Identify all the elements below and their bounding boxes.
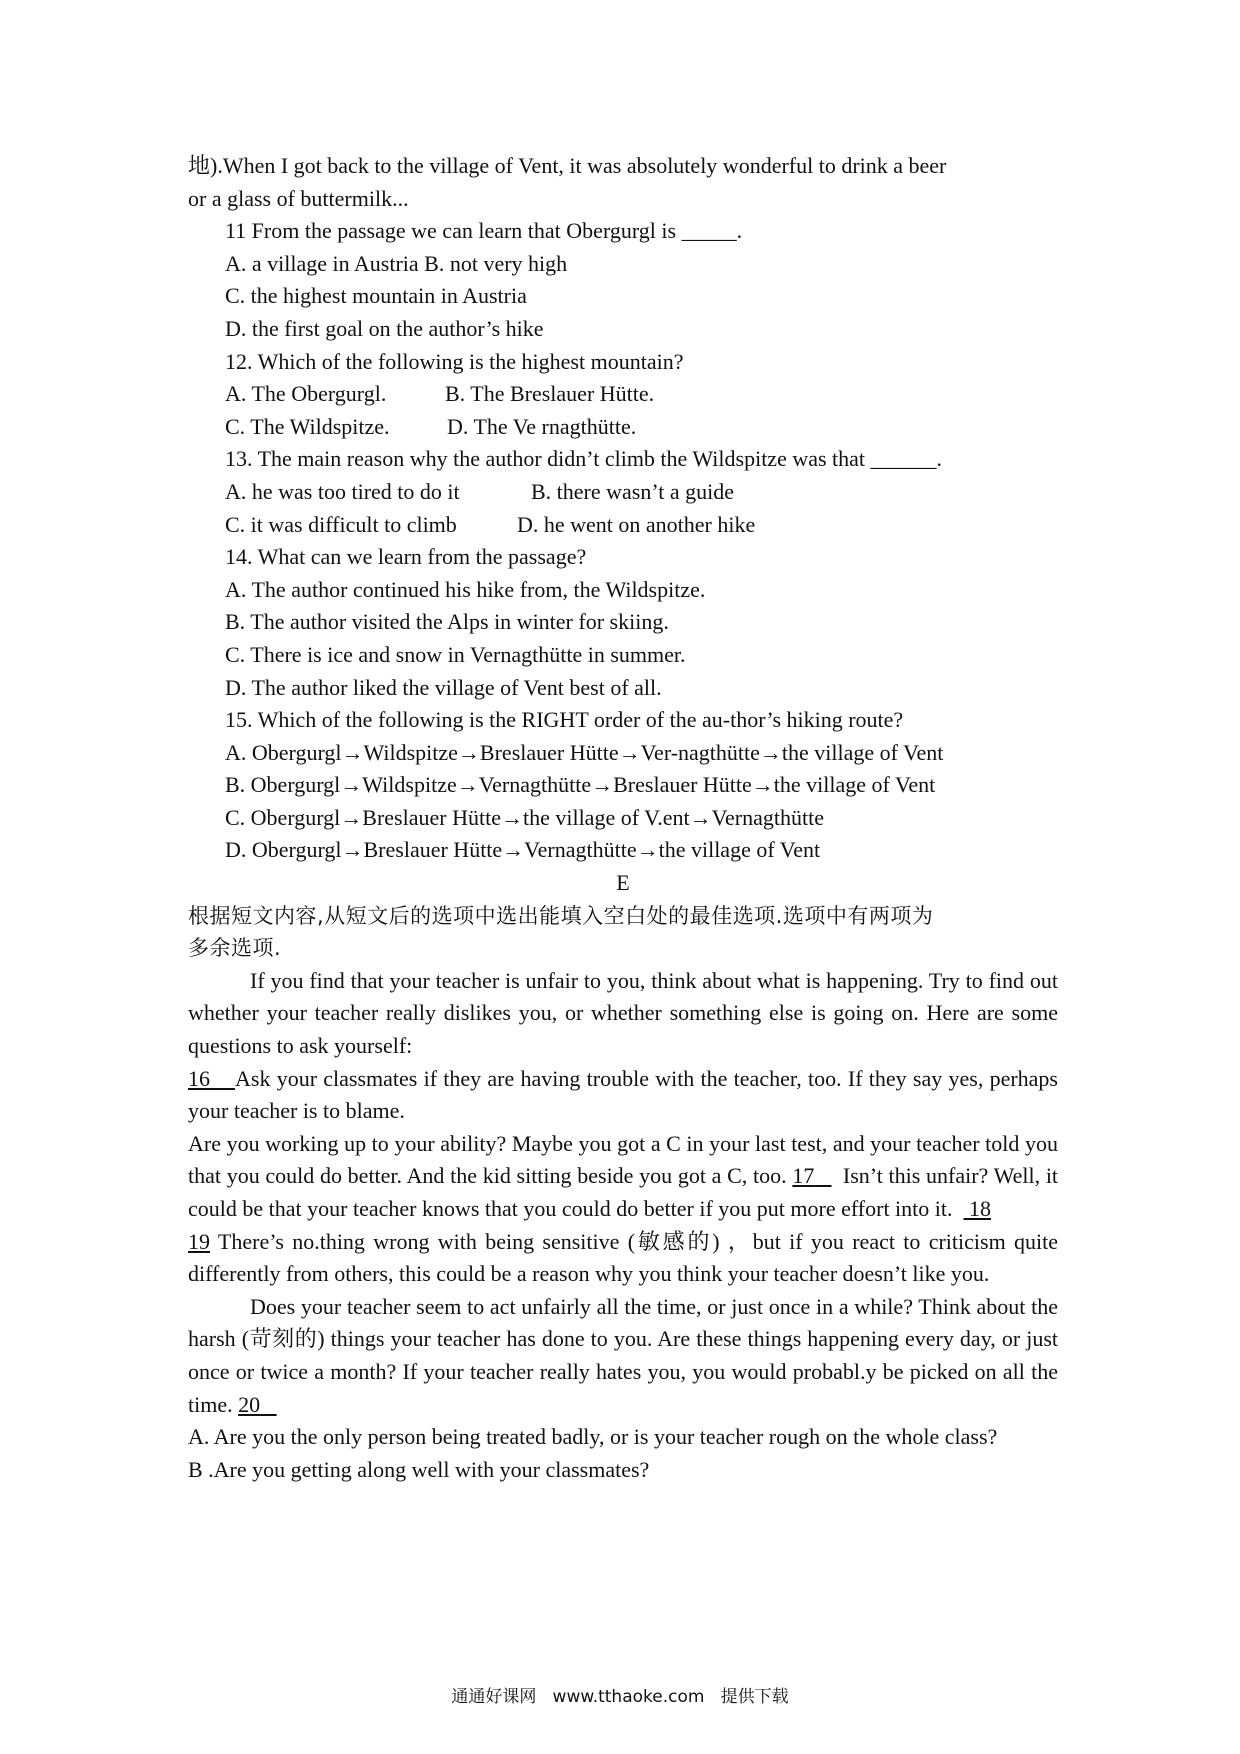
instruction-line-1: 根据短文内容,从短文后的选项中选出能填入空白处的最佳选项.选项中有两项为 (188, 903, 934, 928)
option-row (188, 737, 1058, 770)
blank-17: 17 (792, 1163, 815, 1189)
paragraph-3-text: Are you working up to your ability? Maybe you got a C in your last test, and your teacher told you that you could do better. And the kid sitting beside you got a C, too. (188, 1130, 1058, 1189)
question-13 (188, 443, 1058, 541)
option: B. there wasn’t a guide (531, 478, 735, 504)
paragraph-2-text: Ask your classmates if they are having trouble with the teacher, too. If they say yes, perhaps your teacher is to blame. (188, 1065, 1058, 1124)
option: D. the first goal on the author’s hike (225, 315, 544, 341)
instruction-line-2: 多余选项. (188, 936, 282, 961)
option-row (188, 639, 1058, 672)
question-stem: 13. The main reason why the author didn’t climb the Wildspitze was that ______. (225, 446, 943, 472)
option-b: B .Are you getting along well with your classmates? (188, 1456, 650, 1482)
option: D. The author liked the village of Vent best of all. (225, 674, 662, 700)
option-row (188, 476, 1058, 509)
paragraph-5-text: Does your teacher seem to act unfairly all the time, or just once in a while? Think about the harsh (苛刻的) things your teacher has done to you. Are these things happening every day, or just once or twice a month? If your teacher really hates you, you would probabl.y be picked on all the time. (188, 1293, 1058, 1417)
page-content (188, 150, 1058, 1486)
footer-suffix: 提供下载 (720, 1687, 789, 1707)
passage-d-line-2: or a glass of buttermilk... (188, 185, 409, 211)
option: C. it was difficult to climb (225, 511, 457, 537)
option: D. he went on another hike (517, 511, 756, 537)
footer-url[interactable]: www.tthaoke.com (552, 1687, 705, 1707)
option-row (188, 606, 1058, 639)
question-11 (188, 215, 1058, 345)
paragraph-2 (188, 1063, 1058, 1128)
option: C. the highest mountain in Austria (225, 283, 527, 309)
option-row (188, 280, 1058, 313)
option-row (188, 378, 1058, 411)
question-14 (188, 541, 1058, 704)
option-row (188, 574, 1058, 607)
paragraph-5 (188, 1291, 1058, 1421)
passage-d-ending (188, 150, 1058, 215)
question-12 (188, 346, 1058, 444)
passage-d-line-1: 地).When I got back to the village of Vent, it was absolutely wonderful to drink a beer (188, 153, 947, 178)
paragraph-3 (188, 1128, 1058, 1226)
blank-19: 19 (188, 1228, 210, 1254)
paragraph-4 (188, 1226, 1058, 1291)
section-heading: E (616, 870, 630, 896)
paragraph-4-text: There’s no.thing wrong with being sensitive (敏感的) ，but if you react to criticism quite differently from others, this could be a reason why you think your teacher doesn’t like you. (188, 1228, 1058, 1287)
option: A. The Obergurgl. (225, 381, 387, 407)
option-row (188, 672, 1058, 705)
option-row (188, 313, 1058, 346)
option-a: A. Are you the only person being treated badly, or is your teacher rough on the whole class? (188, 1424, 998, 1450)
option: D. The Ve rnagthütte. (447, 413, 637, 439)
option: D. Obergurgl→Breslauer Hütte→Vernagthütte→the village of Vent (225, 837, 821, 863)
footer-site-name: 通通好课网 (451, 1687, 537, 1707)
option-row (188, 834, 1058, 867)
paragraph-3-continued: Isn’t this unfair? Well, it could be that your teacher knows that you could do better if you put more effort into it. (188, 1163, 1059, 1221)
question-stem: 14. What can we learn from the passage? (225, 544, 587, 570)
question-15 (188, 704, 1058, 867)
blank-20: 20 (238, 1391, 261, 1417)
option: C. There is ice and snow in Vernagthütte in summer. (225, 641, 686, 667)
option: C. Obergurgl→Breslauer Hütte→the village of V.ent→Vernagthütte (225, 804, 824, 830)
option: A. Obergurgl→Wildspitze→Breslauer Hütte→Ver-nagthütte→the village of Vent (225, 739, 944, 765)
option-row (188, 248, 1058, 281)
option: A. The author continued his hike from, the Wildspitze. (225, 576, 706, 602)
blank-16: 16 (188, 1065, 210, 1091)
option-row (188, 769, 1058, 802)
question-stem: 15. Which of the following is the RIGHT order of the au-thor’s hiking route? (225, 707, 904, 733)
option: B. The author visited the Alps in winter for skiing. (225, 609, 669, 635)
option-row (188, 802, 1058, 835)
option-row (188, 411, 1058, 444)
option: B. The Breslauer Hütte. (445, 381, 655, 407)
option: A. a village in Austria B. not very high (225, 250, 568, 276)
question-stem: 11 From the passage we can learn that Obergurgl is _____. (225, 218, 743, 244)
paragraph-1: If you find that your teacher is unfair to you, think about what is happening. Try to find out whether your teacher really dislikes you, or whether something else is going on. Here are some questions to ask yourself: (188, 967, 1058, 1059)
option: B. Obergurgl→Wildspitze→Vernagthütte→Breslauer Hütte→the village of Vent (225, 772, 936, 798)
option: A. he was too tired to do it (225, 478, 460, 504)
option-row (188, 509, 1058, 542)
option: C. The Wildspitze. (225, 413, 390, 439)
page-footer (0, 1682, 1240, 1707)
question-stem: 12. Which of the following is the highest mountain? (225, 348, 684, 374)
blank-18: 18 (969, 1196, 992, 1221)
section-instruction (188, 900, 1058, 965)
